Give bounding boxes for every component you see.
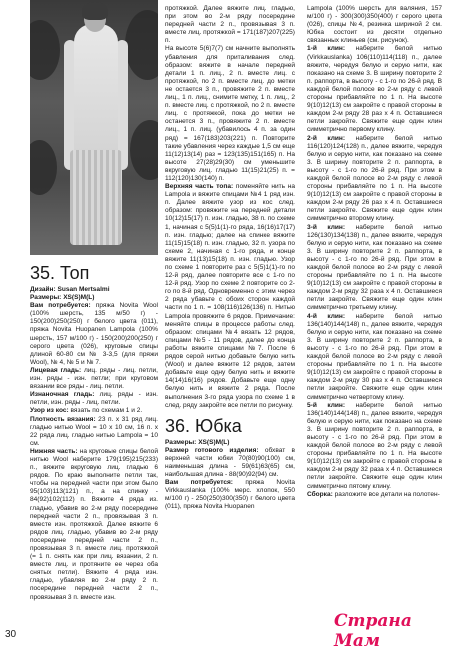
lower-part-paragraph: Нижняя часть: на круговые спицы белой нитью Wool наберите 179(195)215(233) п., вяжите вкруговую лиц. гладью 6 рядов. По краю выполните петли так, чтобы на передней части при этом было 95(103)113(121) п., а на спинку - 84(92)102(112) п. Вяжите 4 ряда из. гладью, убавив во 2-м ряду посередине передней части 2 п., провязывая 3 п. вместе изн. протяжкой. Далее вяжите 6 рядов лиц. гладью, убавив во 2-м ряду посередине передней части 2 п., провязывая 3 п. вместе лиц. протяжкой (= 1 п. снять как при лиц. вязании, 2 п. вместе лиц. и протяните ее через оба снятых петли). Вяжите 4 ряда изн. гладью, убавляя во 2-м ряду 2 п. посередине передней части 2 п., провязывая 3 п. вместе изн. [30, 447, 158, 601]
section-title-top: 35. Топ [30, 263, 90, 283]
wedge-2-paragraph: 2-й клин: наберите белой нитью 116(120)124(128) п., далее вяжите, чередуя белую и серую нити, как показано на схеме 3. В ширину повторите 2 п. раппорта, в высоту - с 1-го по 26-й ряд. При этом в каждой белой полосе во 2-м ряду с левой стороны прибавляйте по 1 п. На высоте 9(10)12(13) см закройте с правой стороны в каждом 2-м ряду 26 раз х 4 п. Оставшиеся петли закройте. Свяжите еще один клин симметрично второму клину. [307, 134, 442, 223]
designer-line: Дизайн: Susan Mertsalmi [30, 286, 110, 293]
column-3 [307, 5, 442, 499]
gauge-paragraph: Плотность вязания: 23 п. х 31 ряд лиц. гладью нитью Wool = 10 х 10 см, 16 п. х 22 ряда лиц. гладью нитью Lampola = 10 см. [30, 415, 158, 447]
materials-paragraph: Вам потребуется: пряжа Novita Wool (100% шерсть, 135 м/50 г) - 150(200)250(250) г белого цвета (011), пряжа Novita Huopanen Lampola (100% шерсть, 157 м/100 г) - 150(200)200(250) г серого цвета (026), круговые спицы длиной 60-80 см № 3-3,5 (для пряжи Wool), № 4, № 5 и № 7. [30, 302, 158, 366]
upper-part-paragraph: Верхняя часть топа: поменяйте нить на Lampola и вяжите спицами №4 1 ряд изн. п. Далее вяжите узор из кос след. образом: провяжите на передней детали 10(12)15(17) п. изн. гладью, 38 п. по схеме 1, начиная с 5(5)1(1)-го ряда, 16(16)17(17) п. изн. гладью; далее на спинке вяжите 11(15)15(18) п. изн. гладью, 32 п. узора по схеме 2, начиная с 1-го ряда, и конце вяжите 11(13)15(18) п. изн. гладью. Узор по схеме 1 повторите раз с 5(5)1(1)-го по 12-й ряд, далее повторите все с 1-го по 12-й ряд. Узор по схеме 2 повторите со 2-го по 8-й ряд. Одновременно с этим через 2 ряда убавьте с обоих сторон каждой части по 1 п. = 108(116)126(136) п. Нитью Lampola провяжите 6 рядов. Примечание: меняйте спицы в процессе работы след. образом: спицами №4 вязать 12 рядов, спицами №5 - 11 рядов, далее до конца работы вяжите спицами №7. После 6 рядов серой нитью добавьте белую нить (Wool) и далее вяжите 12 рядов, затем добавьте еще одну белую нить и вяжите 14(14)16(16) рядов. Добавьте еще одну белую нить и вяжите 2 ряда. После выполнения 3-го ряда узора по схеме 1 в след. ряду закройте все петли по рисунку. [165, 183, 295, 409]
reverse-stockinette-paragraph: Изнаночная гладь: лиц. ряды - изн. петли, изн. ряды - лиц. петли. [30, 391, 158, 407]
watermark-logo: Страна Мам [334, 611, 412, 651]
model-photo [30, 0, 158, 255]
skirt-materials-paragraph: Вам потребуется: пряжа Novita Virkkauslanka (100% мерс. хлопок, 550 м/100 г) - 250(250)300(350) г белого цвета (011), пряжа Novita Huopanen [165, 479, 295, 511]
page-number: 30 [5, 629, 17, 640]
wedge-3-paragraph: 3-й клин: наберите белой нитью 126(130)134(138) п., далее вяжите, чередуя белую и серую нити, как показано на схеме 3. В ширину повторите 2 п. раппорта, в высоту - с 1-го по 26-й ряд. При этом в каждой белой полосе во 2-м ряду с левой стороны прибавляйте по 1 п. На высоте 9(10)12(13) см закройте с правой стороны в каждом 2-м ряду 32 раза х 4 п. Оставшиеся петли закройте. Свяжите еще один клин симметрично третьему клину. [307, 223, 442, 312]
assembly-paragraph: Сборка: разложите все детали на полотен- [307, 490, 440, 498]
column-2 [165, 5, 295, 512]
cable-pattern-paragraph: Узор из кос: вязать по схемам 1 и 2. [30, 407, 143, 415]
column-1 [30, 0, 158, 602]
wedge-5-paragraph: 5-й клин: наберите белой нитью 136(140)144(148) п., далее вяжите, чередуя белую и серую нити, как показано на схеме 3. В ширину повторите 2 п. раппорта, в высоту - с 1-го по 26-й ряд. При этом в каждой белой полосе во 2-м ряду с левой стороны прибавляйте по 1 п. На высоте 9(10)12(13) см закройте с правой стороны в каждом 2-м ряду 32 раза х 4 п. Оставшиеся петли закройте. Свяжите еще один клин симметрично пятому клину. [307, 401, 442, 490]
c2-paragraph-1: протяжкой. Далее вяжите лиц. гладью, при этом во 2-м ряду посередине передней части 2 п., провязывая 3 п. вместе лиц. протяжкой = 171(187)207(225) п. [165, 5, 295, 45]
wedge-1-paragraph: 1-й клин: наберите белой нитью (Virkkauslanka) 106(110)114(118) п., далее вяжите, чередуя белую и серую нити, как показано на схеме 3. В ширину повторите 2 п. раппорта, в высоту - с 1-го по 26-й ряд. В каждой белой полосе во 2-м ряду с левой стороны прибавляйте по 1 п. На высоте 9(10)12(13) см закройте с правой стороны в каждом 2-м ряду 28 раз х 4 п. Оставшиеся петли закройте. Свяжите еще один клин симметрично первому клину. [307, 45, 442, 134]
stockinette-paragraph: Лицевая гладь: лиц. ряды - лиц. петли, изн. ряды - изн. петли; при круговом вязании все ряды - лиц. петли. [30, 366, 158, 391]
c2-paragraph-2: На высоте 5(6)7(7) см начните выполнять убавления для приталивания след. образом: вяжите в начале передней детали 1 п. лиц., 2 п. вместе лиц. с протяжкой, по 2 п. вместе лиц. до метки не остается 3 п., провяжите 2 п. вместе лиц., 1 п. лиц., снимите метку, 1 п. лиц., 2 п. вместе лиц. с протяжкой, по 2 п. вместе лиц. с протяжкой, пока до метки не останется 3 п., провяжите 2 п. вместе лиц., 1 п. лиц. (убавилось 4 п. за один ряд) = 167(183)203(221) п. Повторите такие убавления через каждые 1,5 см еще 11(12)13(14) раз = 123(135)151(165) п. На высоте 27(28)29(30) см уменьшите вкруговую лиц. гладью 11(15)21(25) п. = 112(120)130(140) п. [165, 45, 295, 182]
wedge-4-paragraph: 4-й клин: наберите белой нитью 136(140)144(148) п., далее вяжите, чередуя белую и серую нити, как показано на схеме 3. В ширину повторите 2 п. раппорта, в высоту - с 1-го по 26-й ряд. При этом в каждой белой полосе во 2-м ряду с левой стороны прибавляйте по 1 п. На высоте 9(10)12(13) см закройте с правой стороны в каждом 2-м ряду 30 раз х 4 п. Оставшиеся петли закройте. Свяжите еще один клин симметрично четвертому клину. [307, 312, 442, 401]
section-title-skirt: 36. Юбка [165, 415, 242, 436]
skirt-sizes-line: Размеры: XS(S)M(L) [165, 438, 230, 446]
finished-size-paragraph: Размер готового изделия: обхват в верхней части юбки 70(80)90(100) см, наименьшая длина - 59(61)63(65) см, наибольшая длина - 88(90)92(94) см. [165, 446, 295, 479]
sizes-line: Размеры: XS(S)M(L) [30, 294, 95, 302]
c3-paragraph-1: Lampola (100% шерсть для валяния, 157 м/100 г) - 300(300)350(400) г серого цвета (026), спицы №4, резинка шириной 2 см. Юбка состоит из десяти отдельно связанных клиньев (см. рисунок). [307, 5, 442, 45]
